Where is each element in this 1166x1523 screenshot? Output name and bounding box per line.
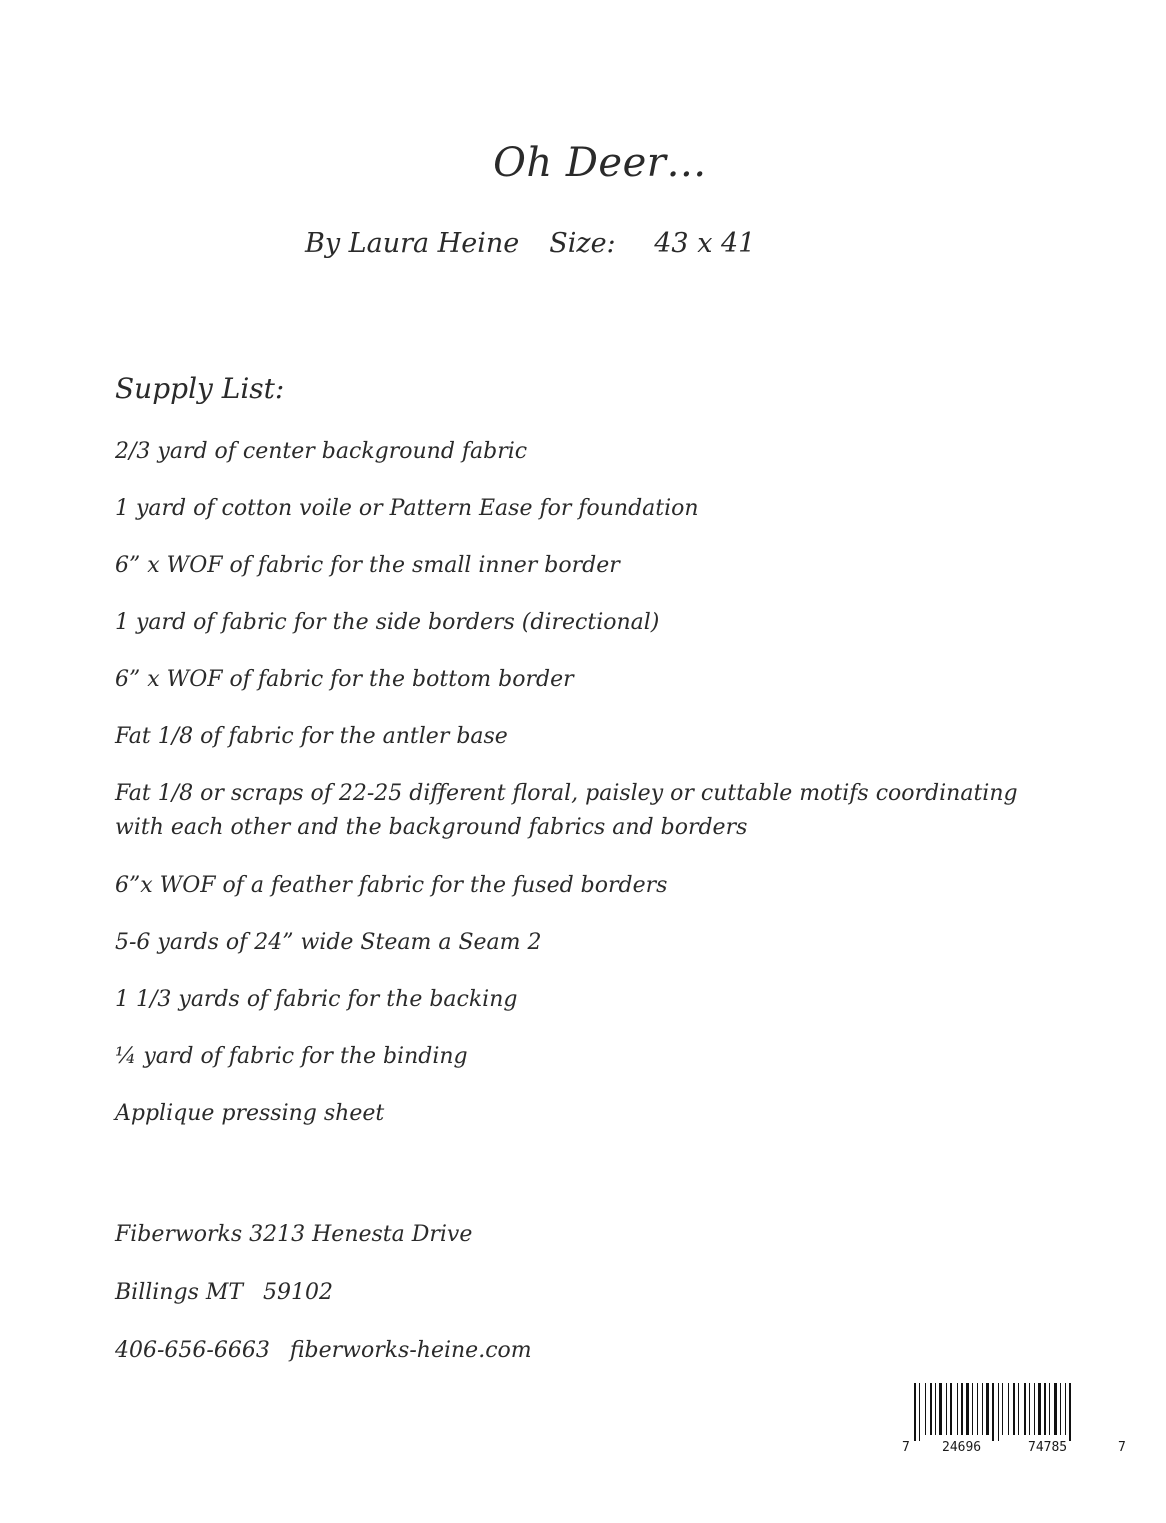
barcode-bar <box>946 1383 947 1435</box>
city-state-zip <box>115 1276 532 1310</box>
barcode-bar <box>919 1383 920 1441</box>
supply-item: Fat 1/8 of fabric for the antler base <box>115 724 508 749</box>
barcode-bar <box>1008 1383 1009 1435</box>
author-credit: By Laura Heine <box>305 228 520 259</box>
barcode-bar <box>930 1383 932 1435</box>
barcode-bar <box>1060 1383 1061 1435</box>
supply-item: 6”x WOF of a feather fabric for the fused borders <box>115 873 668 898</box>
supply-item: 5-6 yards of 24” wide Steam a Seam 2 <box>115 930 542 955</box>
barcode-bar <box>939 1383 942 1435</box>
size-value: 43 x 41 <box>654 228 756 259</box>
supply-item: Fat 1/8 or scraps of 22-25 different floral, paisley or cuttable motifs coordinating with each other and the background fabrics and borders <box>115 781 1018 840</box>
barcode-bar <box>935 1383 936 1435</box>
page-title: Oh Deer… <box>493 140 707 186</box>
website: fiberworks-heine.com <box>289 1338 532 1363</box>
barcode-bar <box>1013 1383 1015 1435</box>
barcode-bar <box>1049 1383 1050 1435</box>
barcode-bar <box>914 1383 916 1441</box>
barcode-bar <box>961 1383 963 1435</box>
barcode-group-1: 24696 <box>942 1440 982 1455</box>
barcode-bar <box>1069 1383 1071 1441</box>
barcode-bar <box>1038 1383 1041 1435</box>
phone-website <box>115 1334 532 1368</box>
barcode-bar <box>966 1383 969 1435</box>
supply-list-heading: Supply List: <box>115 372 285 405</box>
barcode-bar <box>1018 1383 1019 1435</box>
barcode-bar <box>1034 1383 1035 1435</box>
size-label: Size: <box>549 228 616 259</box>
barcode-bar <box>957 1383 958 1435</box>
supply-item: Applique pressing sheet <box>115 1101 385 1126</box>
barcode-bar <box>1044 1383 1046 1435</box>
supply-item: 1 yard of fabric for the side borders (directional) <box>115 610 660 635</box>
city-state: Billings MT <box>115 1280 244 1305</box>
barcode-bar <box>950 1383 952 1435</box>
supply-item: ¼ yard of fabric for the binding <box>115 1044 468 1069</box>
supply-item: 1 yard of cotton voile or Pattern Ease for foundation <box>115 496 699 521</box>
barcode-bar <box>972 1383 973 1435</box>
barcode-bar <box>977 1383 978 1435</box>
barcode-bar <box>982 1383 983 1435</box>
barcode-check-digit: 7 <box>1118 1440 1126 1455</box>
phone-number: 406-656-6663 <box>115 1338 270 1363</box>
street-address: Fiberworks 3213 Henesta Drive <box>115 1222 473 1247</box>
barcode-bar <box>1002 1383 1003 1435</box>
barcode-bar <box>1024 1383 1026 1435</box>
byline <box>305 228 785 259</box>
supply-list <box>115 435 1065 1154</box>
zip-code: 59102 <box>263 1280 334 1305</box>
barcode-bar <box>1054 1383 1057 1435</box>
barcode-bar <box>998 1383 999 1441</box>
supply-item: 6” x WOF of fabric for the small inner border <box>115 553 620 578</box>
supply-item: 1 1/3 yards of fabric for the backing <box>115 987 518 1012</box>
barcode-bar <box>986 1383 989 1435</box>
barcode-bar <box>1029 1383 1030 1435</box>
barcode <box>900 1383 1130 1523</box>
supply-item: 6” x WOF of fabric for the bottom border <box>115 667 574 692</box>
barcode-lead-digit: 7 <box>902 1440 910 1455</box>
contact-block <box>115 1218 532 1392</box>
barcode-bar <box>1065 1383 1066 1435</box>
barcode-bar <box>992 1383 994 1441</box>
barcode-bars <box>900 1383 1130 1441</box>
barcode-group-2: 74785 <box>1028 1440 1068 1455</box>
barcode-bar <box>925 1383 926 1435</box>
supply-item: 2/3 yard of center background fabric <box>115 439 528 464</box>
